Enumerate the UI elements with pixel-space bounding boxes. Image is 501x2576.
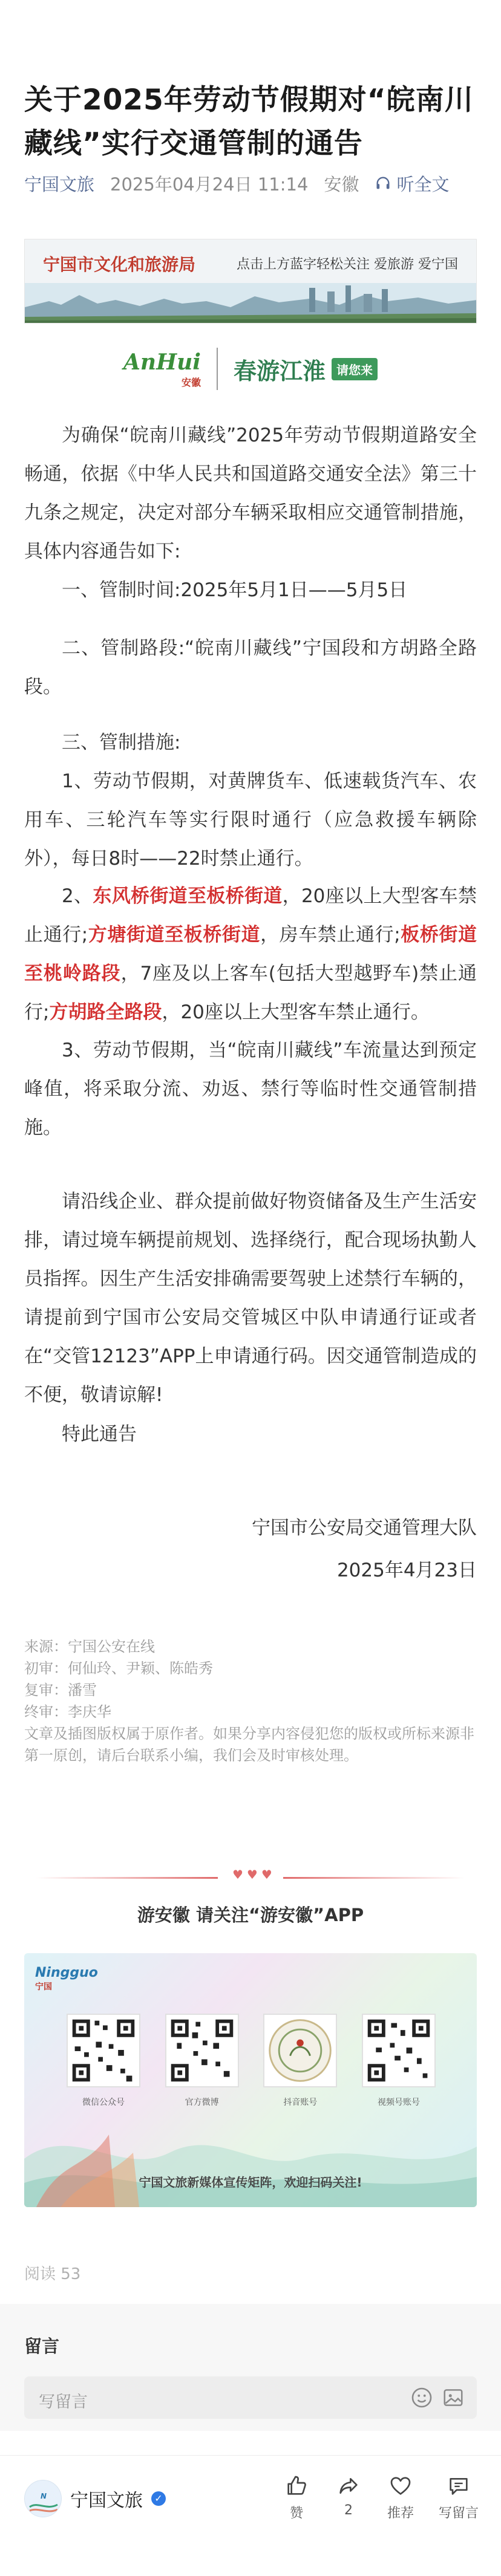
verified-icon: ✓ bbox=[151, 2491, 166, 2506]
bottom-action-bar bbox=[0, 2455, 501, 2576]
body-paragraph-measure-3: 3、劳动节假期，当“皖南川藏线”车流量达到预定峰值，将采取分流、劝返、禁行等临时性交通管制措施。 bbox=[24, 1039, 477, 1139]
recommend-label: 推荐 bbox=[387, 2506, 414, 2521]
credit-first-review: 初审：何仙玲、尹颖、陈皓秀 bbox=[24, 1660, 213, 1677]
account-profile[interactable] bbox=[24, 2480, 166, 2517]
emoji-icon[interactable] bbox=[410, 2386, 433, 2409]
follow-app-text: 游安徽 请关注“游安徽”APP bbox=[137, 1905, 364, 1925]
signature-org: 宁国市公安局交通管理大队 bbox=[252, 1517, 477, 1539]
qr-wechat[interactable] bbox=[67, 2014, 140, 2108]
account-name: 宁国文旅 bbox=[70, 2490, 143, 2511]
recommend-button[interactable] bbox=[381, 2474, 420, 2522]
write-comment-button[interactable] bbox=[433, 2474, 484, 2522]
comment-icon bbox=[447, 2474, 471, 2498]
ningguo-avatar-icon bbox=[25, 2480, 62, 2517]
svg-text:N: N bbox=[40, 2492, 47, 2500]
account-link[interactable]: 宁国文旅 bbox=[24, 174, 95, 195]
ningguo-logo bbox=[35, 1965, 98, 1992]
comment-title: 留言 bbox=[24, 2336, 60, 2356]
listen-button[interactable] bbox=[375, 171, 449, 196]
highlight-road-4: 方胡路全路段 bbox=[49, 1001, 162, 1023]
body-paragraph-intro: 为确保“皖南川藏线”2025年劳动节假期道路安全畅通，依据《中华人民共和国道路交通安全法》第三十九条之规定，决定对部分车辆采取相应交通管制措施，具体内容通告如下: bbox=[24, 424, 477, 562]
body-paragraph-closing: 特此通告 bbox=[62, 1423, 137, 1445]
poster-footer: 宁国文旅新媒体宣传矩阵，欢迎扫码关注! bbox=[139, 2175, 362, 2190]
body-paragraph-measures: 三、管制措施: bbox=[62, 732, 181, 753]
qr-caption-wechat: 微信公众号 bbox=[82, 2098, 125, 2107]
measure-2-text-4: ，20座以上大型客车禁止通行。 bbox=[162, 1001, 430, 1023]
qr-caption-channels: 视频号账号 bbox=[377, 2098, 420, 2107]
qr-code-icon bbox=[165, 2014, 239, 2087]
qr-channels[interactable] bbox=[362, 2014, 436, 2108]
media-matrix-poster bbox=[24, 1953, 477, 2207]
measure-2-prefix: 2、 bbox=[62, 885, 93, 907]
editorial-credits bbox=[24, 1636, 477, 1766]
banner-subtitle: 点击上方蓝字轻松关注 爱旅游 爱宁国 bbox=[237, 257, 458, 272]
qr-caption-weibo: 官方微博 bbox=[185, 2098, 219, 2107]
spring-tour-tag: 请您来 bbox=[332, 358, 378, 380]
decorative-divider bbox=[36, 1869, 465, 1887]
publish-date: 2025年04月24日 11:14 bbox=[110, 174, 309, 195]
comment-input[interactable] bbox=[24, 2376, 477, 2419]
qr-weibo[interactable] bbox=[165, 2014, 239, 2108]
publish-location: 安徽 bbox=[324, 174, 359, 195]
listen-label: 听全文 bbox=[396, 174, 450, 195]
highlight-road-1: 东风桥街道至板桥街道 bbox=[93, 885, 283, 907]
body-paragraph-notice: 请沿线企业、群众提前做好物资储备及生产生活安排，请过境车辆提前规划、选择绕行，配合现场执勤人员指挥。因生产生活安排确需要驾驶上述禁行车辆的，请提前到宁国市公安局交管城区中队申请通行证或者在“交管12123”APP上申请通行码。因交通管制造成的不便，敬请谅解! bbox=[24, 1191, 477, 1406]
signature-date: 2025年4月23日 bbox=[336, 1560, 477, 1581]
ningguo-logo-sub: 宁国 bbox=[35, 1982, 52, 1992]
banner-brand: 宁国市文化和旅游局 bbox=[43, 255, 196, 275]
credit-final-review: 终审：李庆华 bbox=[24, 1703, 111, 1720]
city-skyline-image bbox=[25, 283, 477, 324]
qr-code-icon bbox=[362, 2014, 436, 2087]
anhui-logo-sub: 安徽 bbox=[181, 376, 201, 388]
comment-section bbox=[0, 2304, 501, 2431]
body-paragraph-time: 一、管制时间:2025年5月1日——5月5日 bbox=[62, 579, 408, 601]
like-label: 赞 bbox=[289, 2506, 303, 2521]
body-paragraph-route: 二、管制路段:“皖南川藏线”宁国段和方胡路全路段。 bbox=[24, 637, 477, 698]
measure-2-text-3: ，7座及以上客车(包括大型越野车)禁止通行; bbox=[24, 963, 477, 1023]
measure-2-text-1: ，20座以上大型客车禁止通行; bbox=[24, 885, 477, 946]
heart-icon bbox=[388, 2474, 413, 2498]
logo-divider bbox=[217, 348, 218, 390]
share-icon bbox=[336, 2474, 361, 2498]
headphones-icon bbox=[375, 175, 391, 192]
spring-tour-logo bbox=[234, 353, 378, 386]
article-title: 关于2025年劳动节假期对“皖南川藏线”实行交通管制的通告 bbox=[24, 83, 474, 160]
spring-tour-text: 春游江淮 bbox=[233, 357, 326, 385]
thumbs-up-icon bbox=[284, 2474, 309, 2498]
qr-code-row bbox=[67, 2014, 436, 2108]
read-count: 阅读 53 bbox=[24, 2265, 81, 2283]
avatar[interactable] bbox=[24, 2480, 62, 2517]
highlight-road-3: 板桥街道至桃岭路段 bbox=[24, 924, 477, 984]
body-paragraph-measure-1: 1、劳动节假期，对黄牌货车、低速载货汽车、农用车、三轮汽车等实行限时通行（应急救援车辆除外），每日8时——22时禁止通行。 bbox=[24, 770, 477, 870]
qr-code-icon bbox=[67, 2014, 140, 2087]
qr-douyin[interactable] bbox=[263, 2014, 337, 2108]
credit-second-review: 复审：潘雪 bbox=[24, 1682, 97, 1699]
image-icon[interactable] bbox=[442, 2386, 465, 2409]
comment-placeholder: 写留言 bbox=[39, 2393, 88, 2412]
write-comment-label: 写留言 bbox=[438, 2506, 479, 2521]
header-banner bbox=[24, 239, 477, 324]
highlight-road-2: 方塘街道至板桥街道 bbox=[88, 924, 261, 946]
credit-copyright: 文章及插图版权属于原作者。如果分享内容侵犯您的版权或所标来源非第一原创，请后台联系小编，我们会及时审核处理。 bbox=[24, 1725, 474, 1764]
body-paragraph-measure-2 bbox=[24, 877, 477, 1032]
hearts-icon: ♥♥♥ bbox=[232, 1867, 276, 1882]
qr-caption-douyin: 抖音账号 bbox=[283, 2098, 318, 2107]
measure-2-text-2: ，房车禁止通行; bbox=[260, 924, 401, 946]
like-button[interactable] bbox=[277, 2474, 316, 2522]
credit-source: 来源：宁国公安在线 bbox=[24, 1638, 155, 1655]
article-meta bbox=[24, 169, 449, 197]
ningguo-logo-text: Ningguo bbox=[35, 1965, 98, 1980]
article-actions bbox=[277, 2474, 484, 2522]
share-count: 2 bbox=[344, 2503, 353, 2518]
anhui-logo bbox=[123, 350, 201, 389]
share-button[interactable] bbox=[329, 2474, 368, 2522]
anhui-logo-text: AnHui bbox=[123, 349, 201, 375]
campaign-logos bbox=[91, 336, 410, 402]
qr-code-icon bbox=[263, 2014, 337, 2087]
